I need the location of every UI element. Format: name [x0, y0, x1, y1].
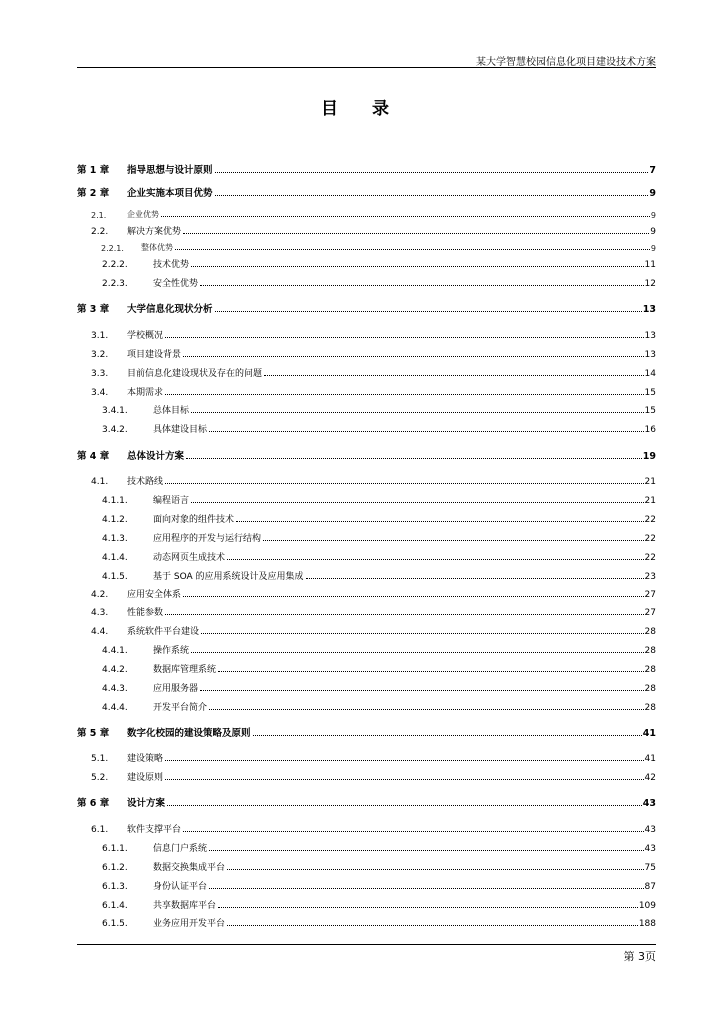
- toc-entry-number: 2.2.: [91, 227, 109, 237]
- toc-entry-page: 13: [644, 350, 656, 360]
- toc-entry[interactable]: [77, 659, 656, 675]
- toc-entry[interactable]: [77, 446, 656, 462]
- toc-entry-number: 4.4.2.: [102, 665, 128, 675]
- toc-entry-title: 整体优势: [141, 243, 173, 252]
- toc-entry-title: 总体目标: [153, 406, 190, 416]
- footer-rule: [77, 944, 656, 945]
- toc-entry-number: 3.4.1.: [102, 406, 128, 416]
- dot-leader: [191, 266, 644, 267]
- toc-entry-title: 建设策略: [127, 754, 164, 764]
- toc-entry-number: 6.1.5.: [102, 919, 128, 929]
- dot-leader: [183, 596, 644, 597]
- toc-entry-title: 性能参数: [127, 608, 164, 618]
- toc-entry-page: 21: [644, 496, 656, 506]
- toc-entry-page: 7: [649, 165, 656, 176]
- dot-leader: [165, 614, 644, 615]
- toc-entry-page: 21: [644, 477, 656, 487]
- toc-entry-page: 12: [644, 279, 656, 289]
- toc-entry[interactable]: [77, 344, 656, 360]
- toc-entry-page: 28: [644, 665, 656, 675]
- toc-entry-number: 4.4.4.: [102, 703, 128, 713]
- dot-leader: [264, 375, 644, 376]
- toc-entry-title: 面向对象的组件技术: [153, 515, 235, 525]
- toc-entry[interactable]: [77, 183, 656, 199]
- toc-entry-number: 4.4.1.: [102, 646, 128, 656]
- toc-entry-title: 总体设计方案: [127, 451, 185, 462]
- dot-leader: [218, 907, 638, 908]
- toc-entry-page: 75: [644, 863, 656, 873]
- toc-entry-number: 3.4.2.: [102, 425, 128, 435]
- dot-leader: [165, 760, 644, 761]
- toc-entry[interactable]: [77, 325, 656, 341]
- toc-entry-page: 13: [644, 331, 656, 341]
- toc-entry[interactable]: [77, 221, 656, 237]
- toc-entry-page: 15: [644, 388, 656, 398]
- toc-entry-title: 系统软件平台建设: [127, 627, 200, 637]
- dot-leader: [183, 356, 644, 357]
- dot-leader: [200, 690, 644, 691]
- toc-entry-title: 本期需求: [127, 388, 164, 398]
- toc-entry-number: 第 3 章: [77, 304, 110, 315]
- toc-entry[interactable]: [77, 237, 656, 253]
- dot-leader: [209, 431, 644, 432]
- toc-entry-number: 2.2.3.: [102, 279, 128, 289]
- toc-entry-title: 信息门户系统: [153, 844, 208, 854]
- toc-entry[interactable]: [77, 748, 656, 764]
- toc-entry[interactable]: [77, 547, 656, 563]
- toc-entry-title: 动态网页生成技术: [153, 553, 226, 563]
- toc-entry[interactable]: [77, 678, 656, 694]
- toc-entry-page: 9: [650, 211, 656, 220]
- dot-leader: [165, 483, 644, 484]
- toc-entry-page: 87: [644, 882, 656, 892]
- dot-leader: [236, 521, 644, 522]
- dot-leader: [227, 559, 644, 560]
- toc-entry-title: 数据库管理系统: [153, 665, 217, 675]
- dot-leader: [209, 709, 644, 710]
- toc-entry-number: 4.1.1.: [102, 496, 128, 506]
- toc-entry-title: 企业优势: [127, 210, 159, 219]
- toc-entry-page: 15: [644, 406, 656, 416]
- toc-entry[interactable]: [77, 895, 656, 911]
- toc-entry-number: 4.1.5.: [102, 572, 128, 582]
- toc-entry-page: 41: [642, 728, 656, 739]
- toc-entry-number: 第 6 章: [77, 798, 110, 809]
- toc-entry-title: 具体建设目标: [153, 425, 208, 435]
- toc-entry[interactable]: [77, 299, 656, 315]
- toc-entry-page: 28: [644, 684, 656, 694]
- toc-entry[interactable]: [77, 471, 656, 487]
- dot-leader: [263, 540, 644, 541]
- toc-entry[interactable]: [77, 273, 656, 289]
- toc-entry-number: 6.1.: [91, 825, 109, 835]
- toc-entry-page: 28: [644, 646, 656, 656]
- toc-entry-number: 2.1.: [91, 211, 107, 220]
- toc-entry-number: 第 2 章: [77, 188, 110, 199]
- toc-entry-number: 第 1 章: [77, 165, 110, 176]
- dot-leader: [218, 671, 644, 672]
- toc-entry-title: 软件支撑平台: [127, 825, 182, 835]
- dot-leader: [165, 337, 644, 338]
- toc-entry-page: 9: [650, 227, 656, 237]
- toc-entry[interactable]: [77, 490, 656, 506]
- toc-entry-number: 6.1.1.: [102, 844, 128, 854]
- toc-entry-title: 开发平台简介: [153, 703, 208, 713]
- toc-entry-title: 操作系统: [153, 646, 190, 656]
- dot-leader: [183, 233, 649, 234]
- toc-entry-title: 应用服务器: [153, 684, 199, 694]
- toc-entry-number: 4.1.4.: [102, 553, 128, 563]
- dot-leader: [215, 195, 649, 196]
- toc-entry-title: 基于 SOA 的应用系统设计及应用集成: [153, 572, 304, 582]
- toc-entry[interactable]: [77, 913, 656, 929]
- toc-entry-number: 2.2.2.: [102, 260, 128, 270]
- toc-entry[interactable]: [77, 382, 656, 398]
- toc-entry-number: 4.4.3.: [102, 684, 128, 694]
- toc-entry-title: 业务应用开发平台: [153, 919, 226, 929]
- toc-entry-title: 安全性优势: [153, 279, 199, 289]
- toc-entry-number: 4.1.: [91, 477, 109, 487]
- toc-entry-page: 22: [644, 553, 656, 563]
- toc-entry[interactable]: [77, 584, 656, 600]
- toc-entry-page: 28: [644, 627, 656, 637]
- toc-entry-number: 4.3.: [91, 608, 109, 618]
- dot-leader: [306, 578, 644, 579]
- toc-entry-page: 9: [649, 188, 656, 199]
- toc-entry[interactable]: [77, 640, 656, 656]
- header-rule: [77, 67, 656, 68]
- toc-entry-title: 建设原则: [127, 773, 164, 783]
- toc-entry-number: 4.4.: [91, 627, 109, 637]
- dot-leader: [165, 394, 644, 395]
- toc-entry-number: 第 5 章: [77, 728, 110, 739]
- toc-entry[interactable]: [77, 838, 656, 854]
- toc-entry-title: 数据交换集成平台: [153, 863, 226, 873]
- toc-entry[interactable]: [77, 528, 656, 544]
- dot-leader: [215, 172, 649, 173]
- toc-entry-number: 3.3.: [91, 369, 109, 379]
- toc-entry-title: 应用程序的开发与运行结构: [153, 534, 262, 544]
- toc-entry[interactable]: [77, 509, 656, 525]
- toc-entry-number: 5.2.: [91, 773, 109, 783]
- toc-entry-page: 22: [644, 515, 656, 525]
- dot-leader: [186, 458, 642, 459]
- dot-leader: [215, 311, 642, 312]
- toc-entry-number: 3.1.: [91, 331, 109, 341]
- page-footer: 第 3页: [623, 950, 656, 963]
- dot-leader: [175, 249, 650, 250]
- toc-entry[interactable]: [77, 621, 656, 637]
- toc-entry-title: 项目建设背景: [127, 350, 182, 360]
- dot-leader: [227, 869, 644, 870]
- toc-entry-page: 27: [644, 590, 656, 600]
- toc-entry-title: 数字化校园的建设策略及原则: [127, 728, 251, 739]
- toc-entry[interactable]: [77, 793, 656, 809]
- dot-leader: [191, 652, 644, 653]
- toc-entry-number: 2.2.1.: [101, 244, 124, 253]
- toc-entry-number: 6.1.3.: [102, 882, 128, 892]
- toc-entry[interactable]: [77, 254, 656, 270]
- toc-entry-title: 解决方案优势: [127, 227, 182, 237]
- toc-entry[interactable]: [77, 363, 656, 379]
- toc-entry-title: 目前信息化建设现状及存在的问题: [127, 369, 263, 379]
- toc-entry-number: 4.1.3.: [102, 534, 128, 544]
- toc-entry[interactable]: [77, 876, 656, 892]
- toc-entry-page: 19: [642, 451, 656, 462]
- dot-leader: [183, 831, 644, 832]
- toc-entry-page: 23: [644, 572, 656, 582]
- toc-entry-number: 3.2.: [91, 350, 109, 360]
- toc-entry-title: 技术优势: [153, 260, 190, 270]
- toc-entry[interactable]: [77, 767, 656, 783]
- toc-entry[interactable]: [77, 160, 656, 176]
- dot-leader: [209, 850, 644, 851]
- toc-entry-page: 43: [642, 798, 656, 809]
- toc-entry-title: 指导思想与设计原则: [127, 165, 213, 176]
- dot-leader: [191, 502, 644, 503]
- dot-leader: [165, 779, 644, 780]
- toc-entry-number: 4.1.2.: [102, 515, 128, 525]
- toc-entry-title: 大学信息化现状分析: [127, 304, 213, 315]
- dot-leader: [191, 412, 644, 413]
- toc-entry-title: 学校概况: [127, 331, 164, 341]
- toc-entry[interactable]: [77, 204, 656, 220]
- dot-leader: [227, 925, 638, 926]
- toc-entry-page: 22: [644, 534, 656, 544]
- toc-title: 目 录: [321, 99, 403, 119]
- toc-entry[interactable]: [77, 419, 656, 435]
- toc-entry-title: 企业实施本项目优势: [127, 188, 213, 199]
- dot-leader: [161, 216, 650, 217]
- toc-entry[interactable]: [77, 819, 656, 835]
- toc-entry-title: 技术路线: [127, 477, 164, 487]
- toc-entry-page: 41: [644, 754, 656, 764]
- toc-entry-number: 6.1.2.: [102, 863, 128, 873]
- toc-entry-title: 身份认证平台: [153, 882, 208, 892]
- dot-leader: [167, 805, 642, 806]
- dot-leader: [200, 285, 644, 286]
- toc-entry-page: 43: [644, 825, 656, 835]
- page-header: 某大学智慧校园信息化项目建设技术方案: [476, 57, 656, 68]
- toc-entry-page: 109: [638, 901, 656, 911]
- toc-entry-page: 16: [644, 425, 656, 435]
- toc-entry-page: 188: [638, 919, 656, 929]
- toc-entry-page: 27: [644, 608, 656, 618]
- toc-entry-page: 28: [644, 703, 656, 713]
- toc-entry-page: 11: [644, 260, 656, 270]
- toc-entry-number: 6.1.4.: [102, 901, 128, 911]
- toc-entry-title: 设计方案: [127, 798, 166, 809]
- toc-entry-number: 4.2.: [91, 590, 109, 600]
- toc-entry-number: 第 4 章: [77, 451, 110, 462]
- dot-leader: [253, 735, 642, 736]
- toc-entry-page: 13: [642, 304, 656, 315]
- dot-leader: [201, 633, 644, 634]
- toc-entry[interactable]: [77, 602, 656, 618]
- toc-entry-page: 43: [644, 844, 656, 854]
- dot-leader: [209, 888, 644, 889]
- toc-entry[interactable]: [77, 400, 656, 416]
- toc-entry-title: 编程语言: [153, 496, 190, 506]
- toc-entry[interactable]: [77, 566, 656, 582]
- toc-entry-title: 共享数据库平台: [153, 901, 217, 911]
- toc-entry[interactable]: [77, 857, 656, 873]
- toc-entry-page: 14: [644, 369, 656, 379]
- toc-entry[interactable]: [77, 697, 656, 713]
- toc-entry[interactable]: [77, 723, 656, 739]
- toc-entry-page: 9: [650, 244, 656, 253]
- toc-entry-title: 应用安全体系: [127, 590, 182, 600]
- toc-entry-page: 42: [644, 773, 656, 783]
- toc-entry-number: 5.1.: [91, 754, 109, 764]
- toc-entry-number: 3.4.: [91, 388, 109, 398]
